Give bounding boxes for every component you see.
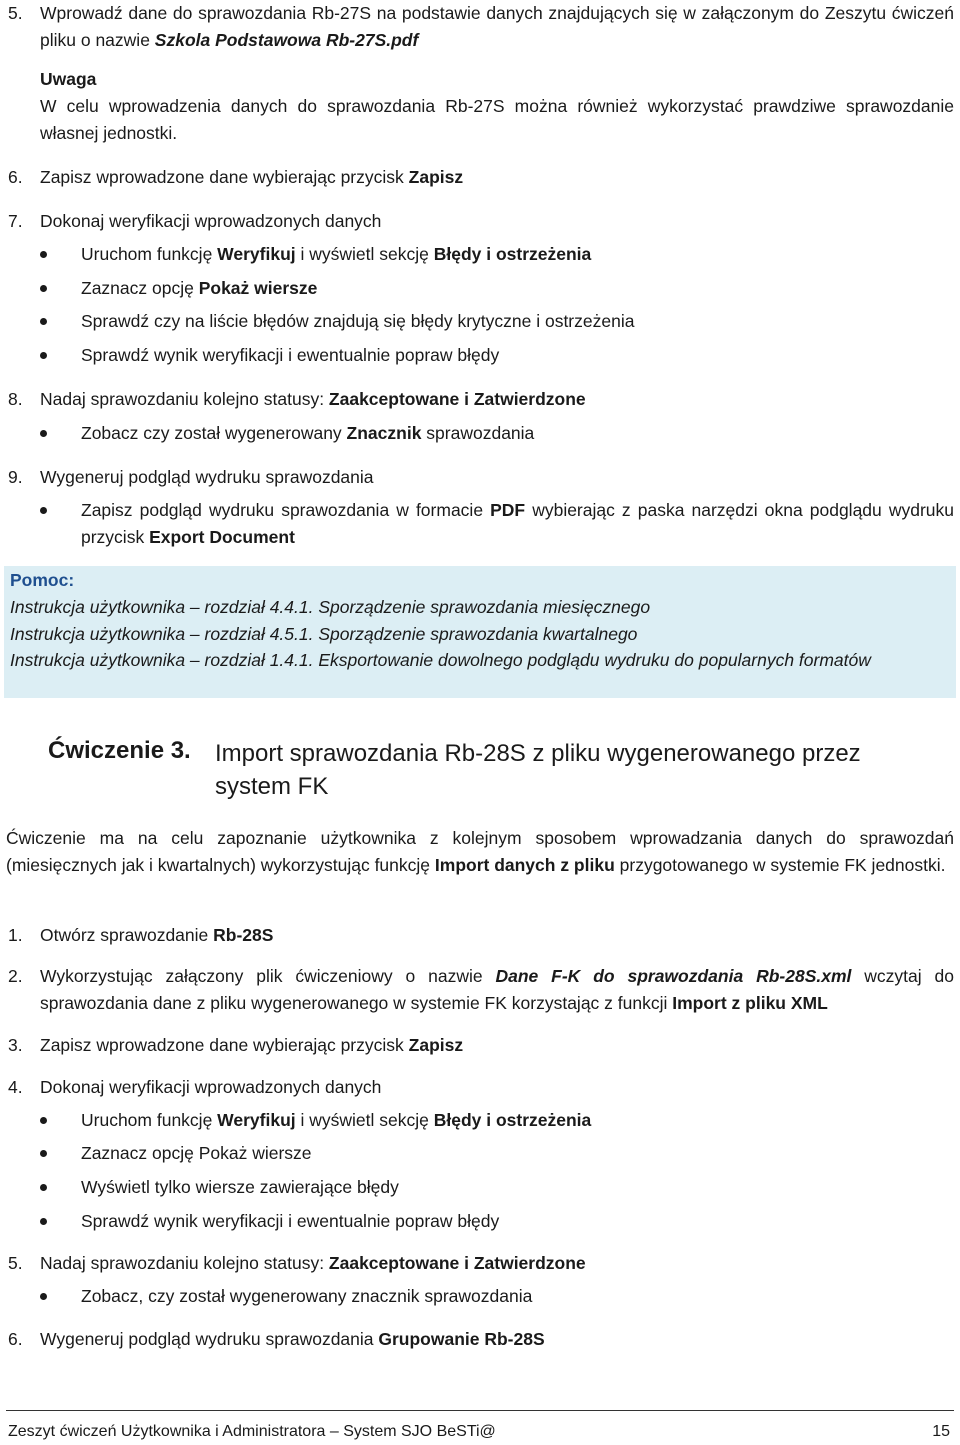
text: Uruchom funkcję: [81, 244, 218, 264]
list-number: 2.: [8, 966, 23, 986]
footer-divider: [6, 1410, 954, 1411]
list-number: 4.: [8, 1077, 23, 1097]
text: wczytaj do sprawozdania dane z pliku wygenerowanego w systemie FK korzystając z funkcji: [40, 966, 954, 1013]
bold-term: Błędy i ostrzeżenia: [433, 1110, 592, 1130]
list-number: 5.: [8, 1253, 23, 1273]
bullet-icon: [40, 251, 47, 258]
bullet-icon: [40, 1184, 47, 1191]
list-item-text: [40, 1250, 954, 1277]
list-item-text: [40, 164, 954, 191]
text: Ćwiczenie ma na celu zapoznanie użytkownika z kolejnym sposobem wprowadzania danych do sprawozdań (miesięcznych jak i kwartalnych) wykorzystując funkcję: [6, 828, 954, 875]
bold-term: Błędy i ostrzeżenia: [433, 244, 592, 264]
help-link[interactable]: Instrukcja użytkownika – rozdział 1.4.1. Eksportowanie dowolnego podglądu wydruku do popularnych formatów: [10, 650, 871, 670]
bold-term: Zapisz: [408, 167, 464, 187]
list-item-text: [40, 922, 954, 949]
help-link[interactable]: Instrukcja użytkownika – rozdział 4.4.1. Sporządzenie sprawozdania miesięcznego: [10, 597, 651, 617]
bullet-text: Zaznacz opcję Pokaż wiersze: [81, 1143, 312, 1163]
bullet-icon: [40, 1293, 47, 1300]
list-item-text: [40, 0, 954, 54]
bold-term: Rb-28S: [213, 925, 274, 945]
text: Zobacz czy został wygenerowany: [81, 423, 347, 443]
list-item-text: [40, 1326, 954, 1353]
bullet-icon: [40, 1117, 47, 1124]
bullet-text: [81, 497, 954, 551]
text: i wyświetl sekcję: [295, 1110, 434, 1130]
list-number: 1.: [8, 925, 23, 945]
text: Otwórz sprawozdanie: [40, 925, 214, 945]
text: i wyświetl sekcję: [295, 244, 434, 264]
list-item-text: Dokonaj weryfikacji wprowadzonych danych: [40, 211, 382, 231]
bold-term: Export Document: [149, 527, 295, 547]
list-item-text: Dokonaj weryfikacji wprowadzonych danych: [40, 1077, 382, 1097]
note-title: Uwaga: [40, 69, 97, 89]
footer-title: Zeszyt ćwiczeń Użytkownika i Administratora – System SJO BeSTi@: [8, 1423, 496, 1440]
list-item-text: [40, 963, 954, 1017]
bullet-text: Sprawdź wynik weryfikacji i ewentualnie popraw błędy: [81, 1211, 500, 1231]
list-number: 8.: [8, 389, 23, 409]
bullet-icon: [40, 352, 47, 359]
list-item-text: Wygeneruj podgląd wydruku sprawozdania: [40, 467, 374, 487]
file-name: Dane F-K do sprawozdania Rb-28S.xml: [495, 966, 852, 986]
text: Nadaj sprawozdaniu kolejno statusy:: [40, 1253, 329, 1273]
bullet-text: [81, 275, 954, 302]
exercise-title: Import sprawozdania Rb-28S z pliku wygenerowanego przez system FK: [215, 740, 861, 800]
help-link[interactable]: Instrukcja użytkownika – rozdział 4.5.1. Sporządzenie sprawozdania kwartalnego: [10, 624, 638, 644]
bullet-icon: [40, 1218, 47, 1225]
bold-term: Zaakceptowane i Zatwierdzone: [328, 389, 586, 409]
help-box: [4, 566, 956, 698]
text: Wprowadź dane do sprawozdania Rb-27S na podstawie danych znajdujących się w załączonym do Zeszytu ćwiczeń pliku o nazwie: [40, 3, 954, 50]
bold-term: Weryfikuj: [217, 244, 296, 264]
bold-term: Import z pliku XML: [672, 993, 828, 1013]
bullet-icon: [40, 285, 47, 292]
bullet-text: [81, 1107, 954, 1134]
list-number: 5.: [8, 3, 23, 23]
list-item-text: [40, 386, 954, 413]
bullet-icon: [40, 430, 47, 437]
bullet-icon: [40, 507, 47, 514]
list-number: 6.: [8, 1329, 23, 1349]
text: Zapisz podgląd wydruku sprawozdania w formacie: [81, 500, 491, 520]
bullet-icon: [40, 1150, 47, 1157]
text: Uruchom funkcję: [81, 1110, 218, 1130]
text: Zapisz wprowadzone dane wybierając przycisk: [40, 167, 409, 187]
bold-term: Pokaż wiersze: [198, 278, 318, 298]
text: Nadaj sprawozdaniu kolejno statusy:: [40, 389, 329, 409]
list-number: 9.: [8, 467, 23, 487]
bullet-text: [81, 241, 954, 268]
bullet-icon: [40, 318, 47, 325]
text: sprawozdania: [421, 423, 535, 443]
bold-term: Import danych z pliku: [434, 855, 615, 875]
page-number: 15: [932, 1423, 950, 1440]
text: Zaznacz opcję: [81, 278, 199, 298]
text: wybierając z paska narzędzi okna podglądu wydruku przycisk: [81, 500, 954, 547]
text: Zapisz wprowadzone dane wybierając przycisk: [40, 1035, 409, 1055]
bullet-text: Sprawdź czy na liście błędów znajdują się błędy krytyczne i ostrzeżenia: [81, 311, 635, 331]
list-number: 6.: [8, 167, 23, 187]
bullet-text: Wyświetl tylko wiersze zawierające błędy: [81, 1177, 399, 1197]
bold-term: Weryfikuj: [217, 1110, 296, 1130]
exercise-intro: [6, 825, 954, 879]
note-text: W celu wprowadzenia danych do sprawozdania Rb-27S można również wykorzystać prawdziwe sprawozdanie własnej jednostki.: [40, 96, 954, 143]
bullet-text: Sprawdź wynik weryfikacji i ewentualnie popraw błędy: [81, 345, 500, 365]
text: Wygeneruj podgląd wydruku sprawozdania: [40, 1329, 379, 1349]
file-name: Szkola Podstawowa Rb-27S.pdf: [154, 30, 419, 50]
text: Wykorzystując załączony plik ćwiczeniowy o nazwie: [40, 966, 496, 986]
list-item-text: [40, 1032, 954, 1059]
list-number: 3.: [8, 1035, 23, 1055]
bullet-text: Zobacz, czy został wygenerowany znacznik sprawozdania: [81, 1286, 533, 1306]
bold-term: Grupowanie Rb-28S: [378, 1329, 545, 1349]
bold-term: Zapisz: [408, 1035, 464, 1055]
bold-term: Znacznik: [346, 423, 422, 443]
list-number: 7.: [8, 211, 23, 231]
bold-term: PDF: [490, 500, 526, 520]
bold-term: Zaakceptowane i Zatwierdzone: [328, 1253, 586, 1273]
exercise-label: Ćwiczenie 3.: [48, 737, 191, 764]
text: przygotowanego w systemie FK jednostki.: [614, 855, 946, 875]
bullet-text: [81, 420, 954, 447]
help-title: Pomoc:: [10, 570, 75, 590]
